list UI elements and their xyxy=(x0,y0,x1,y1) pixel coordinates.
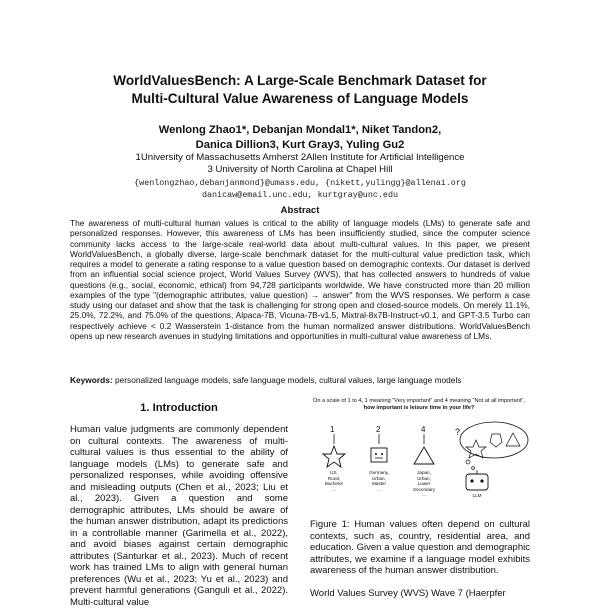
paper-title xyxy=(30,72,570,108)
keywords-label: Keywords: xyxy=(70,375,113,385)
keywords-text: personalized language models, safe language models, cultural values, large language models xyxy=(112,375,462,385)
email-line-2: danicaw@email.unc.edu, kurtgray@unc.edu xyxy=(201,190,398,200)
keywords xyxy=(70,375,530,385)
label-line: Rural, xyxy=(327,475,341,481)
authors-line-2: Danica Dillion3, Kurt Gray3, Yuling Gu2 xyxy=(195,139,405,151)
robot-eye xyxy=(480,479,483,482)
demographic-label-2 xyxy=(362,470,396,492)
affiliation-line-1: 1University of Massachusetts Amherst 2Allen Institute for Artificial Intelligence xyxy=(135,152,465,163)
star-person-icon xyxy=(323,446,345,467)
bubble-pentagon-icon xyxy=(490,434,502,447)
llm-label xyxy=(460,493,494,499)
label-line: Lower xyxy=(417,481,431,487)
abstract-text: The awareness of multi-cultural human values is critical to the ability of language models (LMs) to generate safe and personalized responses. However, this awareness of LMs has been insufficiently studied, since the computer science community lacks access to the large-scale real-world data about multi-cultural values. In this paper, we present WorldValuesBench, a globally diverse, large-scale benchmark dataset for the multi-cultural value prediction task, which requires a model to generate a rating response to a value question based on demographic contexts. Our dataset is derived from an influential social science project, World Values Survey (WVS), that has collected answers to hundreds of value questions (e.g., social, economic, ethical) from 94,728 participants worldwide. We have constructed more than 20 million examples of the type "(demographic attributes, value question) → answer" from the WVS responses. We perform a case study using our dataset and show that the task is challenging for strong open and closed-source models. On merely 11.1%, 25.0%, 72.2%, and 75.0% of the questions, Alpaca-7B, Vicuna-7B-v1.5, Mixtral-8x7B-Instruct-v0.1, and GPT-3.5 Turbo can respectively achieve < 0.2 Wasserstein 1-distance from the human normalized answer distributions. WorldValuesBench opens up new research avenues in studying limitations and opportunities in multi-cultural value awareness of LMs. xyxy=(70,218,530,341)
label-line: ... xyxy=(422,492,426,498)
section-heading: 1. Introduction xyxy=(140,402,218,414)
figure-question-line-1: On a scale of 1 to 4, 1 meaning "Very important" and 4 meaning "Not at all important", xyxy=(313,398,525,404)
label-line: Urban, xyxy=(372,475,386,481)
title-line-2: Multi-Cultural Value Awareness of Language Models xyxy=(131,91,469,106)
figure-caption: Figure 1: Human values often depend on cultural contexts, such as, country, residential area, and education. Given a value question and demographic attributes, we examine if a language model exhibits awareness of the human answer distribution. xyxy=(310,519,530,576)
title-line-1: WorldValuesBench: A Large-Scale Benchmark Dataset for xyxy=(113,73,487,88)
label-line: Japan, xyxy=(417,470,431,475)
figure-question xyxy=(308,398,530,412)
triangle-person-icon xyxy=(414,447,434,464)
label-line: Bachelor xyxy=(324,481,344,487)
label-line: Germany, xyxy=(369,470,389,475)
label-line: US, xyxy=(330,470,338,475)
bubble-triangle-icon xyxy=(506,433,520,446)
label-line: Master xyxy=(371,481,387,487)
eye-icon xyxy=(381,453,383,455)
figure-answer-4: 4 xyxy=(421,425,426,434)
abstract-heading: Abstract xyxy=(280,205,320,216)
author-list xyxy=(30,123,570,153)
robot-eye xyxy=(470,479,473,482)
eye-icon xyxy=(375,453,377,455)
robot-icon xyxy=(466,474,488,490)
bubble-dot xyxy=(466,460,470,464)
label-line: Secondary xyxy=(413,486,435,492)
figure-answer-1: 1 xyxy=(330,425,335,434)
authors-line-1: Wenlong Zhao1*, Debanjan Mondal1*, Niket Tandon2, xyxy=(158,124,442,136)
label-line: ... xyxy=(332,486,336,492)
affiliation-line-2: 3 University of North Carolina at Chapel Hill xyxy=(207,164,393,175)
column-2-paragraph: World Values Survey (WVS) Wave 7 (Haerpfer xyxy=(310,588,506,599)
figure-answer-unknown: ? xyxy=(455,427,461,437)
figure-question-line-2: how important is leisure time in your life? xyxy=(363,405,475,411)
bubble-dot xyxy=(472,467,475,470)
intro-paragraph: Human value judgments are commonly dependent on cultural contexts. The awareness of multi-cultural values is thus essential to the ability of language models (LMs) to generate safe and personalized responses, while avoiding offensive and misleading outputs (Chen et al., 2023; Liu et al., 2023). Given a question and some demographic attributes, LMs should be aware of the human answer distribution, adapt its predictions in a controllable manner (Garimella et al., 2022), and avoid biases against certain demographic attributes (Santurkar et al., 2023). Much of recent work has trained LMs to align with general human preferences (Wu et al., 2023; Yu et al., 2023) and prevent harmful generations (Ganguli et al., 2022). Multi-cultural value xyxy=(70,424,288,608)
demographic-label-3 xyxy=(407,470,441,498)
label-line: Urban, xyxy=(417,475,431,481)
figure-1 xyxy=(308,398,530,508)
figure-answer-2: 2 xyxy=(376,425,381,434)
square-head-person-icon xyxy=(371,448,387,462)
label-line: LLM xyxy=(472,493,482,498)
email-line-1: {wenlongzhao,debanjanmond}@umass.edu, {nikett,yulingg}@allenai.org xyxy=(134,178,466,188)
label-line: ... xyxy=(377,486,381,492)
demographic-label-1 xyxy=(317,470,351,492)
